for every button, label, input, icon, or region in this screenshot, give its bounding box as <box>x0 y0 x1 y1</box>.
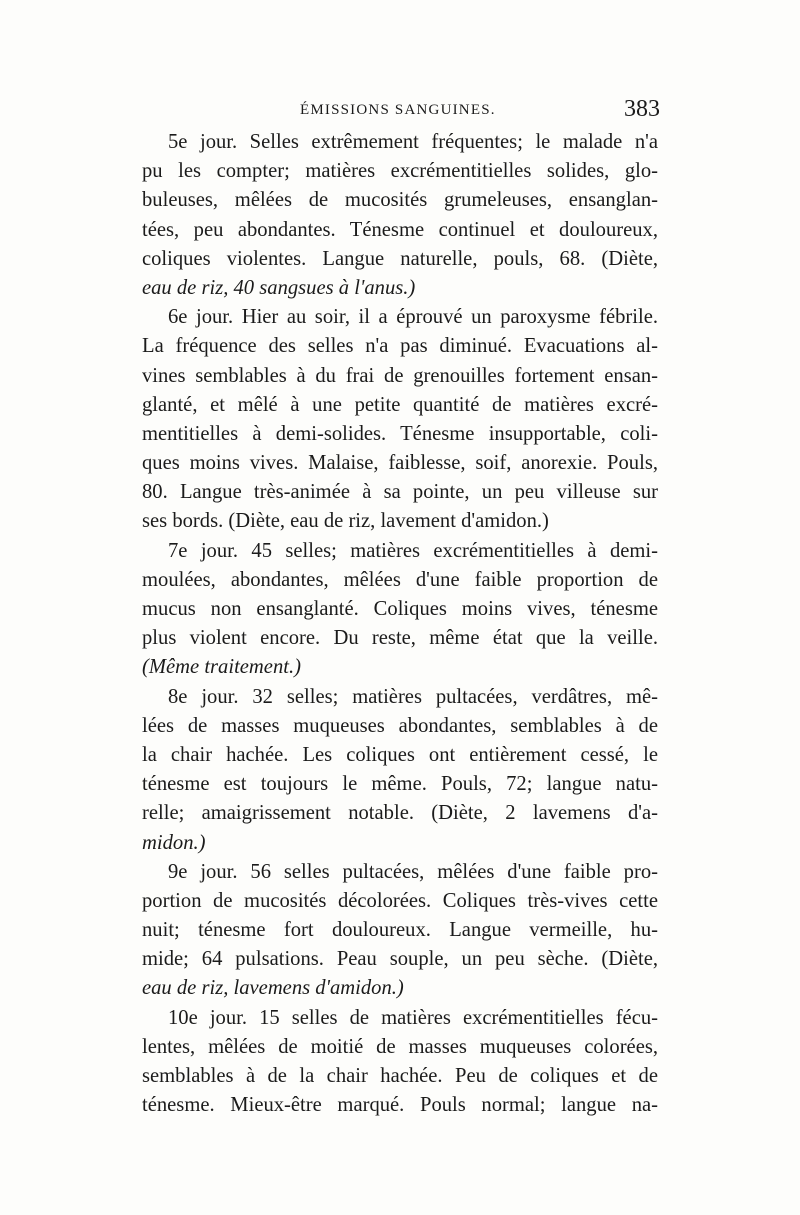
text-line: ques moins vives. Malaise, faiblesse, soif, anorexie. Pouls, <box>142 452 658 475</box>
text-line: 8e jour. 32 selles; matières pultacées, verdâtres, mê- <box>168 685 658 708</box>
text-line: mucus non ensanglanté. Coliques moins vives, ténesme <box>142 598 658 620</box>
body-text <box>142 128 658 1120</box>
text-line: plus violent encore. Du reste, même état que la veille. <box>142 627 658 650</box>
text-line: glanté, et mêlé à une petite quantité de matières excré- <box>142 393 658 416</box>
text-line: La fréquence des selles n'a pas diminué. Evacuations al- <box>142 335 658 358</box>
text-line: 6e jour. Hier au soir, il a éprouvé un paroxysme fébrile. <box>168 306 658 329</box>
text-line: la chair hachée. Les coliques ont entièrement cessé, le <box>142 743 658 766</box>
text-line: ses bords. (Diète, eau de riz, lavement d'amidon.) <box>142 510 549 533</box>
text-line: semblables à de la chair hachée. Peu de coliques et de <box>142 1065 658 1087</box>
running-title: ÉMISSIONS SANGUINES. <box>300 102 496 118</box>
text-line: buleuses, mêlées de mucosités grumeleuses, ensanglan- <box>142 189 658 212</box>
text-line: tées, peu abondantes. Ténesme continuel et douloureux, <box>142 218 658 241</box>
text-line: relle; amaigrissement notable. (Diète, 2 lavemens d'a- <box>142 802 658 825</box>
text-line: coliques violentes. Langue naturelle, pouls, 68. (Diète, <box>142 247 658 270</box>
text-line: eau de riz, 40 sangsues à l'anus.) <box>142 276 416 299</box>
text-line: 5e jour. Selles extrêmement fréquentes; le malade n'a <box>168 131 658 153</box>
page-header <box>140 96 660 126</box>
text-line: portion de mucosités décolorées. Coliques très-vives cette <box>142 889 658 912</box>
text-line: 80. Langue très-animée à sa pointe, un peu villeuse sur <box>142 481 658 504</box>
text-line: nuit; ténesme fort douloureux. Langue vermeille, hu- <box>142 919 658 942</box>
text-line: (Même traitement.) <box>142 656 301 679</box>
text-line: ténesme est toujours le même. Pouls, 72; langue natu- <box>142 773 658 796</box>
text-line: 10e jour. 15 selles de matières excrémentitielles fécu- <box>168 1006 658 1029</box>
text-line: 9e jour. 56 selles pultacées, mêlées d'une faible pro- <box>168 860 658 883</box>
text-line: eau de riz, lavemens d'amidon.) <box>142 977 404 1000</box>
text-line: mide; 64 pulsations. Peau souple, un peu sèche. (Diète, <box>142 948 658 971</box>
text-line: ténesme. Mieux-être marqué. Pouls normal; langue na- <box>142 1094 658 1117</box>
text-line: mentitielles à demi-solides. Ténesme insupportable, coli- <box>142 422 658 445</box>
text-line: moulées, abondantes, mêlées d'une faible proportion de <box>142 568 658 591</box>
text-line: pu les compter; matières excrémentitielles solides, glo- <box>142 160 658 183</box>
text-line: lées de masses muqueuses abondantes, semblables à de <box>142 714 658 737</box>
text-line: 7e jour. 45 selles; matières excrémentitielles à demi- <box>168 539 658 562</box>
text-line: midon.) <box>142 831 206 854</box>
text-line: vines semblables à du frai de grenouilles fortement ensan- <box>142 364 658 387</box>
page-number: 383 <box>624 96 660 122</box>
text-line: lentes, mêlées de moitié de masses muqueuses colorées, <box>142 1035 658 1058</box>
